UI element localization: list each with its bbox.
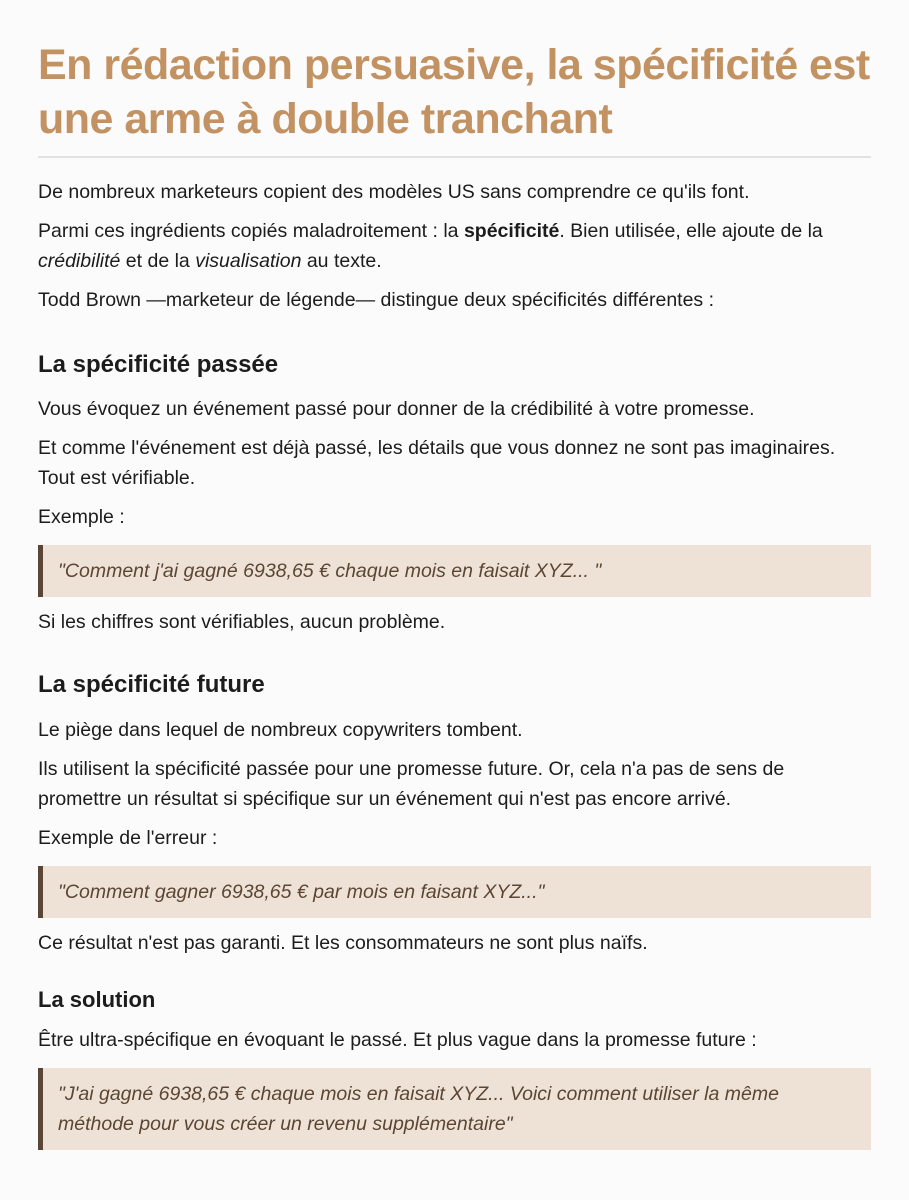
section-future-example-label: Exemple de l'erreur : — [38, 827, 218, 849]
section-past-paragraph-3: Si les chiffres sont vérifiables, aucun problème. — [38, 611, 446, 633]
section-past-example-label: Exemple : — [38, 506, 125, 528]
section-solution-quote: "J'ai gagné 6938,65 € chaque mois en faisait XYZ... Voici comment utiliser la même méthode pour vous créer un revenu supplémentaire" — [38, 1068, 871, 1150]
section-past-heading: La spécificité passée — [38, 351, 279, 378]
page-title: En rédaction persuasive, la spécificité est une arme à double tranchant — [38, 41, 870, 143]
intro-p2-text-2: . Bien utilisée, elle ajoute de la — [559, 220, 823, 242]
section-solution-paragraph-1: Être ultra-spécifique en évoquant le passé. Et plus vague dans la promesse future : — [38, 1029, 757, 1051]
intro-paragraph-2 — [38, 216, 871, 276]
section-future-paragraph-2: Ils utilisent la spécificité passée pour une promesse future. Or, cela n'a pas de sens de promettre un résultat si spécifique sur un événement qui n'est pas encore arrivé. — [38, 758, 785, 810]
section-future-paragraph-3: Ce résultat n'est pas garanti. Et les consommateurs ne sont plus naïfs. — [38, 932, 648, 954]
section-future-heading: La spécificité future — [38, 671, 265, 698]
section-future-paragraph-1: Le piège dans lequel de nombreux copywriters tombent. — [38, 719, 523, 741]
intro-p2-em-visualisation: visualisation — [195, 250, 302, 272]
section-future-quote: "Comment gagner 6938,65 € par mois en faisant XYZ..." — [38, 866, 871, 918]
intro-p2-text-3: et de la — [120, 250, 196, 272]
section-past-paragraph-2: Et comme l'événement est déjà passé, les détails que vous donnez ne sont pas imaginaires. Tout est vérifiable. — [38, 437, 836, 489]
section-past-quote: "Comment j'ai gagné 6938,65 € chaque mois en faisait XYZ... " — [38, 545, 871, 597]
intro-p2-text-4: au texte. — [301, 250, 382, 272]
section-solution-heading: La solution — [38, 987, 156, 1012]
section-past-paragraph-1: Vous évoquez un événement passé pour donner de la crédibilité à votre promesse. — [38, 398, 755, 420]
intro-p2-bold-specificity: spécificité — [463, 220, 560, 242]
intro-p2-em-credibility: crédibilité — [38, 250, 121, 272]
title-divider — [38, 156, 871, 158]
intro-paragraph-3: Todd Brown —marketeur de légende— distingue deux spécificités différentes : — [38, 289, 715, 311]
intro-paragraph-1: De nombreux marketeurs copient des modèles US sans comprendre ce qu'ils font. — [38, 181, 750, 203]
intro-p2-text-1: Parmi ces ingrédients copiés maladroitement : la — [38, 220, 464, 242]
